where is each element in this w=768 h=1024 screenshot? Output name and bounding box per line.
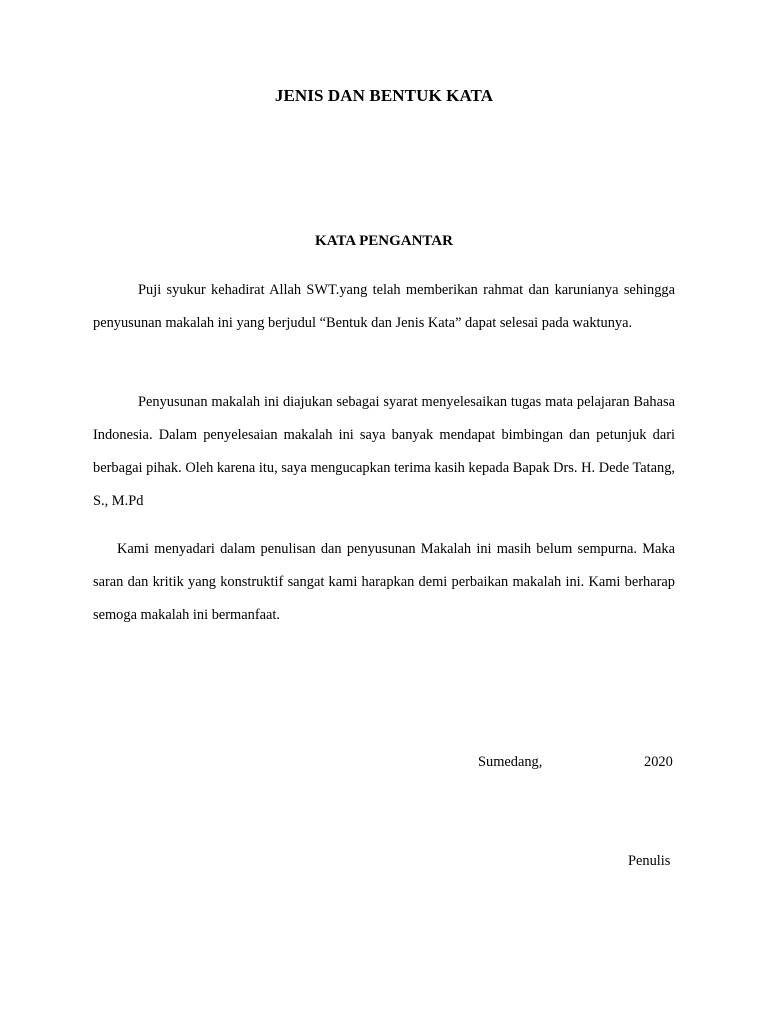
document-title: JENIS DAN BENTUK KATA <box>274 86 494 105</box>
signature-year: 2020 <box>644 754 673 770</box>
signature-place: Sumedang, <box>478 754 543 770</box>
paragraph-1: Puji syukur kehadirat Allah SWT.yang telah memberikan rahmat dan karunianya sehingga penyusunan makalah ini yang berjudul “Bentuk dan Jenis Kata” dapat selesai pada waktunya. <box>93 282 675 331</box>
paragraph-3: Kami menyadari dalam penulisan dan penyusunan Makalah ini masih belum sempurna. Maka saran dan kritik yang konstruktif sangat kami harapkan demi perbaikan makalah ini. Kami berharap semoga makalah ini bermanfaat. <box>93 541 675 623</box>
paragraph-2: Penyusunan makalah ini diajukan sebagai syarat menyelesaikan tugas mata pelajaran Bahasa Indonesia. Dalam penyelesaian makalah ini saya banyak mendapat bimbingan dan petunjuk dari berbagai pihak. Oleh karena itu, saya mengucapkan terima kasih kepada Bapak Drs. H. Dede Tatang, S., M.Pd <box>93 394 675 509</box>
signature-author: Penulis <box>628 853 671 869</box>
section-title: KATA PENGANTAR <box>315 233 453 249</box>
